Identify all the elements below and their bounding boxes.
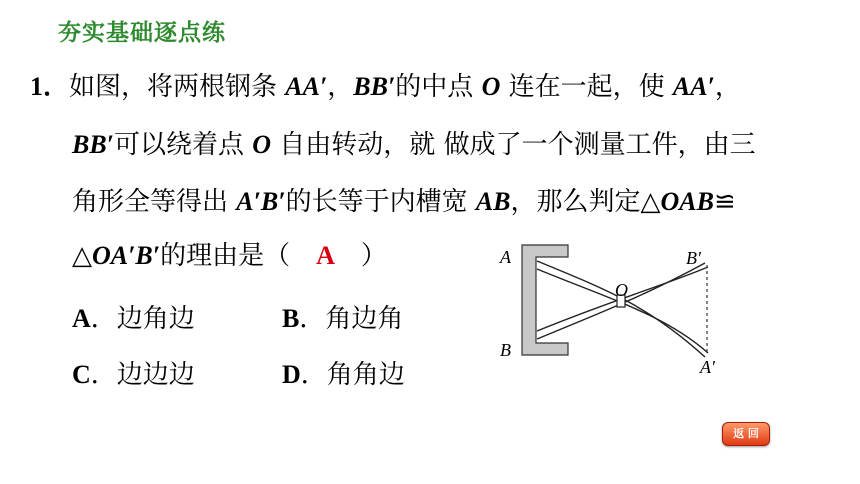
option-text: 边边边 xyxy=(116,360,195,390)
question-line-4 xyxy=(72,241,387,271)
math-var: A′B′ xyxy=(236,187,286,216)
groove-bracket xyxy=(522,245,568,355)
option-text: 角边角 xyxy=(325,304,404,334)
math-var: O xyxy=(481,72,501,101)
text: ， xyxy=(714,72,741,102)
option-text: 角角边 xyxy=(326,360,405,390)
math-var: OAB xyxy=(660,187,714,216)
math-var: OA′B′ xyxy=(92,241,161,270)
option-letter: B xyxy=(282,304,300,333)
answer-mark: A xyxy=(316,241,335,270)
option-sep: ． xyxy=(90,304,117,334)
text: 的长等于内槽宽 xyxy=(285,187,476,217)
option-sep: ． xyxy=(90,360,117,390)
math-var: BB′ xyxy=(353,72,396,101)
text: 的中点 xyxy=(395,72,482,102)
option-letter: D xyxy=(282,360,301,389)
section-title: 夯实基础逐点练 xyxy=(58,20,226,46)
option-sep: ． xyxy=(300,360,327,390)
math-var: BB′ xyxy=(72,130,114,159)
option-c[interactable] xyxy=(72,354,195,391)
question-number: 1． xyxy=(30,72,70,101)
label-a: A xyxy=(500,247,511,267)
option-b[interactable] xyxy=(282,298,403,335)
math-var: O xyxy=(252,130,272,159)
text: ，那么判定△ xyxy=(510,187,661,217)
text: △ xyxy=(72,241,92,271)
math-var: AB xyxy=(475,187,511,216)
option-text: 边角边 xyxy=(116,304,195,334)
text: ） xyxy=(334,241,387,271)
question-line-1 xyxy=(30,72,741,102)
option-sep: ． xyxy=(299,304,326,334)
text: 连在一起，使 xyxy=(500,72,673,102)
measuring-tool-figure xyxy=(490,235,740,385)
option-letter: C xyxy=(72,360,91,389)
text: 的理由是（ xyxy=(160,241,317,271)
option-letter: A xyxy=(72,304,91,333)
label-b: B xyxy=(500,340,511,360)
question-line-2 xyxy=(72,130,756,160)
option-a[interactable] xyxy=(72,298,195,335)
text: ≌ xyxy=(714,187,736,217)
math-var: AA′ xyxy=(672,72,715,101)
label-a-prime: A′ xyxy=(700,357,715,377)
text: 如图，将两根钢条 xyxy=(69,72,286,102)
label-o: O xyxy=(615,280,628,300)
label-b-prime: B′ xyxy=(686,248,701,268)
text: 角形全等得出 xyxy=(72,187,237,217)
text: ， xyxy=(327,72,354,102)
question-line-3 xyxy=(72,187,736,217)
back-button[interactable]: 返 回 xyxy=(722,422,770,446)
text: 自由转动，就 做成了一个测量工件，由三 xyxy=(271,130,756,160)
math-var: AA′ xyxy=(285,72,328,101)
text: 可以绕着点 xyxy=(114,130,253,160)
option-d[interactable] xyxy=(282,354,405,391)
